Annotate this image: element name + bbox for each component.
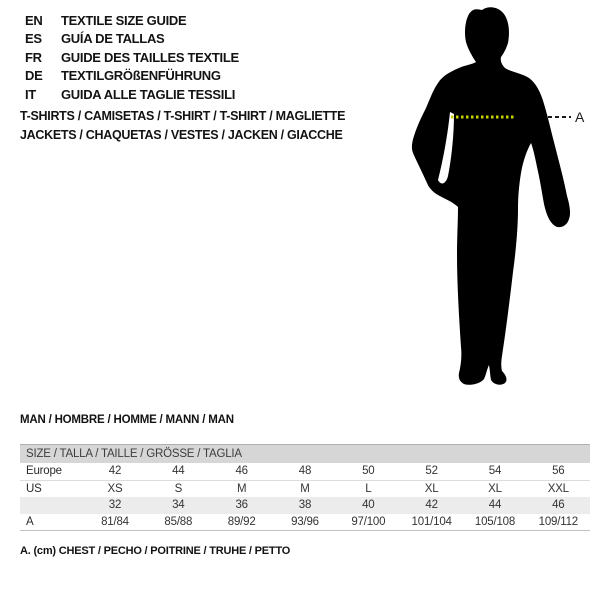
size-cell: 97/100: [351, 515, 386, 528]
size-cell: 46: [552, 499, 565, 512]
size-cell: 93/96: [291, 515, 319, 528]
size-table-body: [20, 445, 590, 531]
size-cell: L: [365, 482, 372, 495]
size-cell: 46: [210, 463, 273, 480]
section-title-man: MAN / HOMBRE / HOMME / MANN / MAN: [20, 414, 234, 426]
size-cell: M: [300, 482, 310, 495]
language-title: GUÍA DE TALLAS: [61, 31, 165, 47]
size-row-label: US: [26, 482, 42, 495]
language-code: EN: [25, 12, 43, 28]
language-row-de: [25, 67, 239, 86]
size-cell: 48: [273, 463, 336, 480]
size-row-a: [20, 514, 590, 531]
size-cell: XL: [424, 482, 439, 495]
size-table-header: SIZE / TALLA / TAILLE / GRÖSSE / TAGLIA: [20, 445, 590, 464]
size-cell: 50: [337, 463, 400, 480]
size-cell: 89/92: [227, 515, 256, 528]
size-cell: 101/104: [411, 515, 452, 528]
category-jackets: JACKETS / CHAQUETAS / VESTES / JACKEN / GIACCHE: [20, 128, 343, 142]
size-cell: S: [174, 482, 183, 495]
language-code: ES: [25, 31, 42, 47]
size-cell: 105/108: [474, 515, 516, 528]
language-row-fr: [25, 48, 239, 67]
language-code: IT: [25, 86, 36, 102]
size-cell: 85/88: [164, 515, 193, 528]
size-row-label: A: [26, 515, 34, 528]
size-row-label: [20, 497, 83, 514]
size-cell: 109/112: [538, 515, 578, 528]
size-cell: 42: [83, 463, 146, 480]
category-tshirts: T-SHIRTS / CAMISETAS / T-SHIRT / T-SHIRT / MAGLIETTE: [20, 109, 346, 123]
language-row-es: [25, 30, 239, 49]
measure-footnote: A. (cm) CHEST / PECHO / POITRINE / TRUHE / PETTO: [20, 545, 291, 557]
size-cell: 54: [463, 463, 526, 480]
size-table: [20, 444, 590, 531]
language-row-it: [25, 85, 239, 104]
size-cell: 40: [362, 499, 375, 512]
category-lines: [20, 107, 345, 145]
size-cell: 44: [488, 499, 502, 512]
size-cell: 36: [235, 499, 248, 512]
size-cell: XXL: [547, 482, 569, 495]
size-table-header-row: [20, 445, 590, 464]
size-row-us: [20, 480, 590, 497]
size-cell: 34: [172, 499, 185, 512]
size-row-europe: [20, 463, 590, 480]
language-title: TEXTILE SIZE GUIDE: [61, 12, 187, 28]
size-cell: 38: [298, 499, 312, 512]
language-code: DE: [25, 68, 43, 84]
man-silhouette: [412, 7, 570, 385]
measure-label-a: A: [575, 109, 585, 125]
size-row-label: Europe: [20, 463, 83, 480]
language-title: GUIDA ALLE TAGLIE TESSILI: [61, 86, 236, 102]
size-cell: XL: [488, 482, 502, 495]
language-row-en: [25, 11, 239, 30]
size-cell: 32: [108, 499, 122, 512]
language-code: FR: [25, 49, 42, 65]
size-row-numeric: [20, 497, 590, 514]
language-title: GUIDE DES TAILLES TEXTILE: [61, 49, 239, 65]
size-cell: 81/84: [101, 515, 129, 528]
size-cell: XS: [107, 482, 123, 495]
size-cell: M: [236, 482, 247, 495]
language-title: TEXTILGRÖßENFÜHRUNG: [61, 68, 221, 84]
size-cell: 42: [425, 499, 438, 512]
size-cell: 44: [147, 463, 210, 480]
man-figure: [398, 0, 600, 400]
language-list: [25, 11, 239, 104]
size-cell: 56: [527, 463, 590, 480]
size-cell: 52: [400, 463, 463, 480]
